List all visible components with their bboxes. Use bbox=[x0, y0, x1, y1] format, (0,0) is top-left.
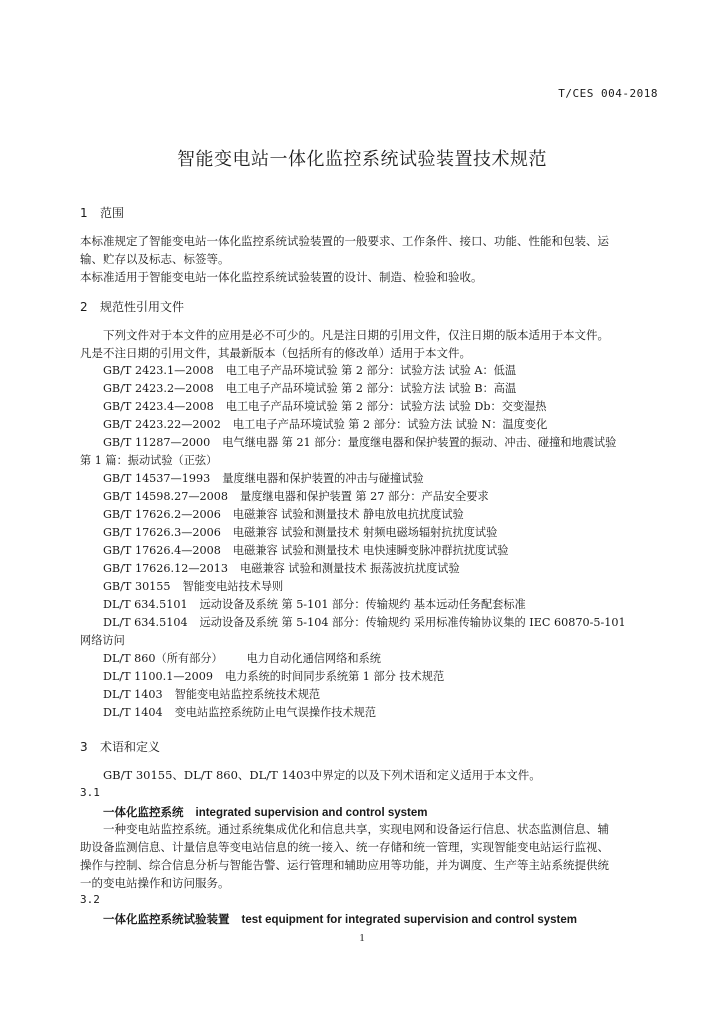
ref-title: 电磁兼容 试验和测量技术 振荡波抗扰度试验 bbox=[240, 562, 460, 575]
ref-title: 远动设备及系统 第 5-104 部分：传输规约 采用标准传输协议集的 IEC 60870-5-101 bbox=[199, 616, 626, 629]
ref-title: 远动设备及系统 第 5-101 部分：传输规约 基本远动任务配套标准 bbox=[199, 598, 526, 611]
ref-code: GB/T 17626.2—2006 bbox=[103, 508, 221, 521]
ref-item bbox=[103, 362, 516, 380]
ref-title: 量度继电器和保护装置 第 27 部分：产品安全要求 bbox=[240, 490, 489, 503]
ref-code: GB/T 14537—1993 bbox=[103, 472, 211, 485]
ref-title: 电磁兼容 试验和测量技术 静电放电抗扰度试验 bbox=[232, 508, 464, 521]
ref-code: GB/T 30155 bbox=[103, 580, 171, 593]
ref-title: 电工电子产品环境试验 第 2 部分：试验方法 试验 Db：交变湿热 bbox=[225, 400, 547, 413]
terms-intro: GB/T 30155、DL/T 860、DL/T 1403中界定的以及下列术语和定义适用于本文件。 bbox=[103, 768, 541, 782]
ref-code: GB/T 11287—2000 bbox=[103, 436, 211, 449]
ref-item bbox=[103, 650, 381, 668]
ref-item bbox=[103, 542, 509, 560]
ref-item bbox=[103, 668, 444, 686]
section-2-heading bbox=[80, 298, 184, 315]
ref-code: GB/T 17626.12—2013 bbox=[103, 562, 228, 575]
term-heading bbox=[103, 911, 577, 927]
term-def-line: 助设备监测信息、计量信息等变电站信息的统一接入、统一存储和统一管理，实现智能变电站运行监视、 bbox=[80, 840, 609, 854]
ref-item bbox=[103, 470, 424, 488]
ref-title: 电工电子产品环境试验 第 2 部分：试验方法 试验 B：高温 bbox=[225, 382, 517, 395]
ref-title: 网络访问 bbox=[80, 634, 125, 647]
ref-code: GB/T 2423.22—2002 bbox=[103, 418, 221, 431]
doc-code: T/CES 004-2018 bbox=[558, 87, 658, 100]
ref-item bbox=[103, 704, 376, 722]
ref-item bbox=[103, 434, 616, 452]
section-1-heading bbox=[80, 204, 124, 221]
ref-code: GB/T 2423.2—2008 bbox=[103, 382, 214, 395]
ref-title: 变电站监控系统防止电气误操作技术规范 bbox=[174, 706, 377, 719]
ref-item bbox=[103, 416, 547, 434]
scope-line-2: 输、贮存以及标志、标签等。 bbox=[80, 252, 230, 266]
ref-code: DL/T 634.5104 bbox=[103, 616, 188, 629]
refs-intro-line-1: 下列文件对于本文件的应用是必不可少的。凡是注日期的引用文件，仅注日期的版本适用于本文件。 bbox=[103, 328, 609, 342]
term-cn: 一体化监控系统 bbox=[103, 805, 184, 819]
section-number: 2 bbox=[80, 300, 88, 314]
ref-title: 量度继电器和保护装置的冲击与碰撞试验 bbox=[222, 472, 424, 485]
section-number: 3 bbox=[80, 740, 88, 754]
term-en: test equipment for integrated supervision and control system bbox=[241, 914, 577, 926]
section-title: 术语和定义 bbox=[100, 740, 161, 754]
ref-code: GB/T 17626.3—2006 bbox=[103, 526, 221, 539]
term-number: 3.1 bbox=[80, 786, 100, 799]
ref-item bbox=[103, 380, 516, 398]
term-en: integrated supervision and control system bbox=[195, 807, 428, 819]
term-def-line: 一的变电站操作和访问服务。 bbox=[80, 876, 230, 890]
ref-item bbox=[103, 560, 460, 578]
ref-item bbox=[103, 596, 526, 614]
ref-title: 电磁兼容 试验和测量技术 电快速瞬变脉冲群抗扰度试验 bbox=[232, 544, 509, 557]
ref-item bbox=[103, 614, 626, 632]
ref-title: 电力自动化通信网络和系统 bbox=[246, 652, 381, 665]
term-heading bbox=[103, 804, 427, 820]
section-title: 范围 bbox=[100, 206, 125, 220]
term-def-line: 操作与控制、综合信息分析与智能告警、运行管理和辅助应用等功能，并为调度、生产等主站系统提供统 bbox=[80, 858, 609, 872]
section-title: 规范性引用文件 bbox=[100, 300, 185, 314]
ref-code: DL/T 1403 bbox=[103, 688, 163, 701]
document-title: 智能变电站一体化监控系统试验装置技术规范 bbox=[177, 149, 547, 170]
ref-item-wrap bbox=[80, 632, 125, 650]
ref-code: DL/T 1404 bbox=[103, 706, 163, 719]
term-cn: 一体化监控系统试验装置 bbox=[103, 912, 230, 926]
ref-item bbox=[103, 398, 546, 416]
ref-title: 电磁兼容 试验和测量技术 射频电磁场辐射抗扰度试验 bbox=[232, 526, 498, 539]
ref-title: 电气继电器 第 21 部分：量度继电器和保护装置的振动、冲击、碰撞和地震试验 bbox=[222, 436, 617, 449]
ref-code: DL/T 634.5101 bbox=[103, 598, 188, 611]
term-number: 3.2 bbox=[80, 893, 100, 906]
ref-item bbox=[103, 506, 464, 524]
ref-item bbox=[103, 686, 320, 704]
ref-code: GB/T 2423.4—2008 bbox=[103, 400, 214, 413]
term-def-line: 一种变电站监控系统。通过系统集成优化和信息共享，实现电网和设备运行信息、状态监测信息、辅 bbox=[103, 822, 609, 836]
ref-code: GB/T 14598.27—2008 bbox=[103, 490, 228, 503]
scope-line-3: 本标准适用于智能变电站一体化监控系统试验装置的设计、制造、检验和验收。 bbox=[80, 270, 483, 284]
ref-code: DL/T 1100.1—2009 bbox=[103, 670, 213, 683]
section-number: 1 bbox=[80, 206, 88, 220]
ref-code: GB/T 2423.1—2008 bbox=[103, 364, 214, 377]
ref-item-wrap bbox=[80, 452, 217, 470]
ref-title: 第 1 篇：振动试验（正弦） bbox=[80, 454, 218, 467]
page-number: 1 bbox=[359, 932, 365, 944]
section-3-heading bbox=[80, 738, 160, 755]
ref-title: 智能变电站技术导则 bbox=[182, 580, 284, 593]
scope-line-1: 本标准规定了智能变电站一体化监控系统试验装置的一般要求、工作条件、接口、功能、性能和包装、运 bbox=[80, 234, 609, 248]
ref-title: 智能变电站监控系统技术规范 bbox=[174, 688, 321, 701]
ref-item bbox=[103, 524, 497, 542]
ref-item bbox=[103, 578, 283, 596]
refs-intro-line-2: 凡是不注日期的引用文件，其最新版本（包括所有的修改单）适用于本文件。 bbox=[80, 346, 471, 360]
ref-title: 电工电子产品环境试验 第 2 部分：试验方法 试验 N：温度变化 bbox=[232, 418, 548, 431]
ref-title: 电工电子产品环境试验 第 2 部分：试验方法 试验 A：低温 bbox=[225, 364, 517, 377]
ref-code: GB/T 17626.4—2008 bbox=[103, 544, 221, 557]
ref-code: DL/T 860（所有部分） bbox=[103, 652, 223, 665]
ref-title: 电力系统的时间同步系统第 1 部分 技术规范 bbox=[225, 670, 445, 683]
ref-item bbox=[103, 488, 489, 506]
